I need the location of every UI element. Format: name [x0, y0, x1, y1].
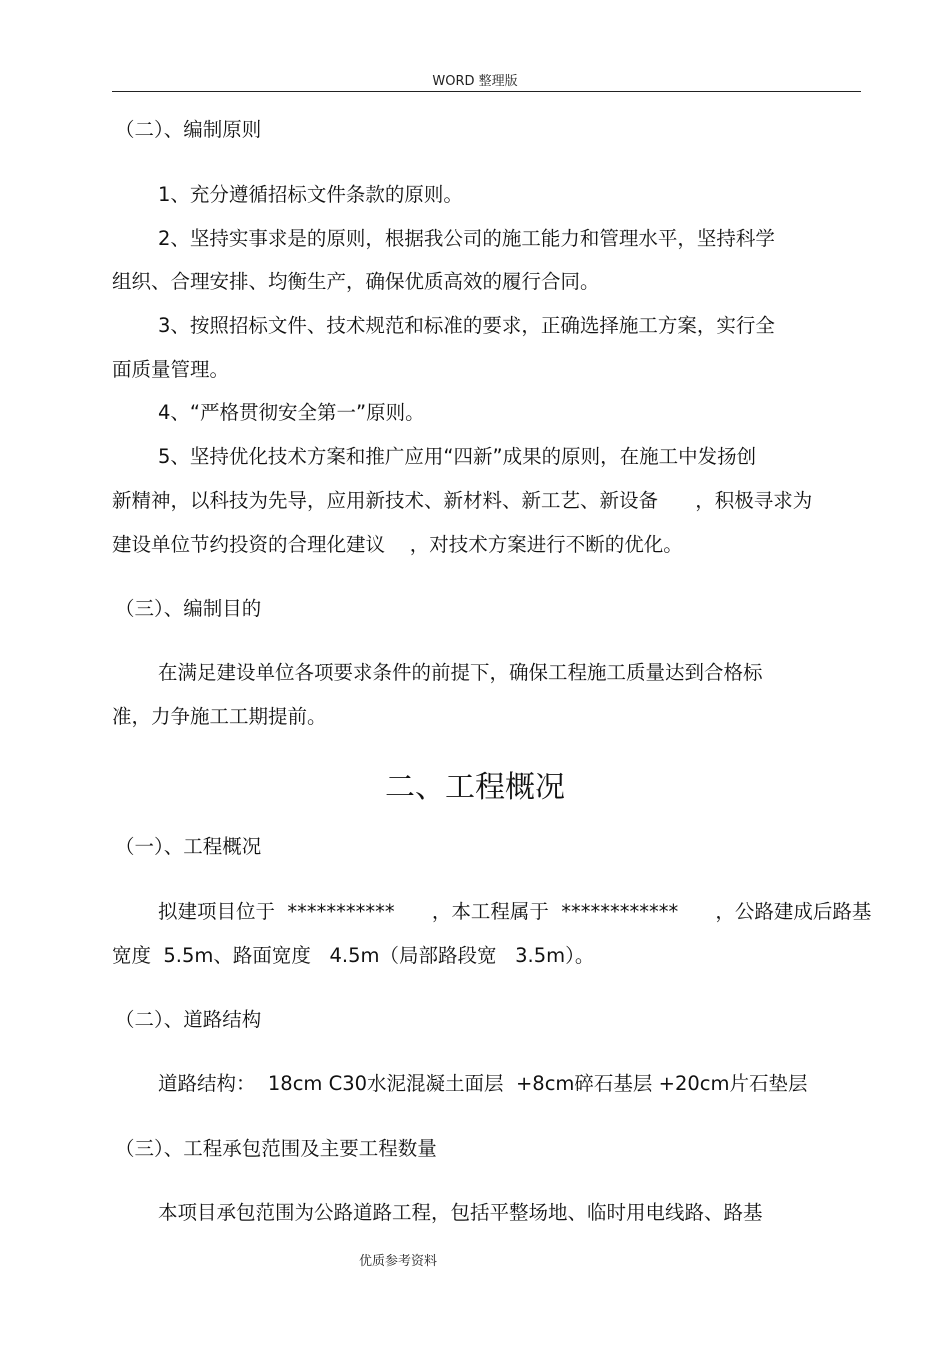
- paragraph-line: 5、坚持优化技术方案和推广应用“四新”成果的原则，在施工中发扬创: [158, 445, 757, 468]
- section-title: 二、工程概况: [385, 770, 565, 805]
- paragraph-line: 准，力争施工工期提前。: [112, 705, 327, 728]
- paragraph-line: 2、坚持实事求是的原则，根据我公司的施工能力和管理水平，坚持科学: [158, 227, 775, 250]
- subheading-scope: （三）、工程承包范围及主要工程数量: [115, 1137, 437, 1160]
- paragraph-line: 道路结构： 18cm C30水泥混凝土面层 +8cm碎石基层 +20cm片石垫层: [158, 1072, 808, 1095]
- subheading-compile-principles: （二）、编制原则: [115, 118, 262, 141]
- page-header: WORD 整理版: [432, 74, 518, 89]
- paragraph-line: 建设单位节约投资的合理化建议 ，对技术方案进行不断的优化。: [112, 533, 683, 556]
- paragraph-line: 宽度 5.5m、路面宽度 4.5m（局部路段宽 3.5m）。: [112, 944, 595, 967]
- paragraph-line: 面质量管理。: [112, 358, 230, 381]
- subheading-compile-purpose: （三）、编制目的: [115, 597, 262, 620]
- paragraph-line: 在满足建设单位各项要求条件的前提下，确保工程施工质量达到合格标: [158, 661, 763, 684]
- paragraph-line: 3、按照招标文件、技术规范和标准的要求，正确选择施工方案，实行全: [158, 314, 775, 337]
- subheading-project-overview: （一）、工程概况: [115, 835, 262, 858]
- paragraph-line: 4、“严格贯彻安全第一”原则。: [158, 401, 425, 424]
- paragraph-line: 组织、合理安排、均衡生产，确保优质高效的履行合同。: [112, 270, 600, 293]
- subheading-road-structure: （二）、道路结构: [115, 1008, 262, 1031]
- paragraph-line: 拟建项目位于 *********** ，本工程属于 ************ ，公路建成后路基: [158, 900, 872, 923]
- paragraph-line: 本项目承包范围为公路道路工程，包括平整场地、临时用电线路、路基: [158, 1201, 763, 1224]
- paragraph-line: 1、充分遵循招标文件条款的原则。: [158, 183, 463, 206]
- header-divider: [112, 91, 861, 92]
- page-footer: 优质参考资料: [359, 1254, 438, 1269]
- paragraph-line: 新精神，以科技为先导，应用新技术、新材料、新工艺、新设备 ，积极寻求为: [112, 489, 813, 512]
